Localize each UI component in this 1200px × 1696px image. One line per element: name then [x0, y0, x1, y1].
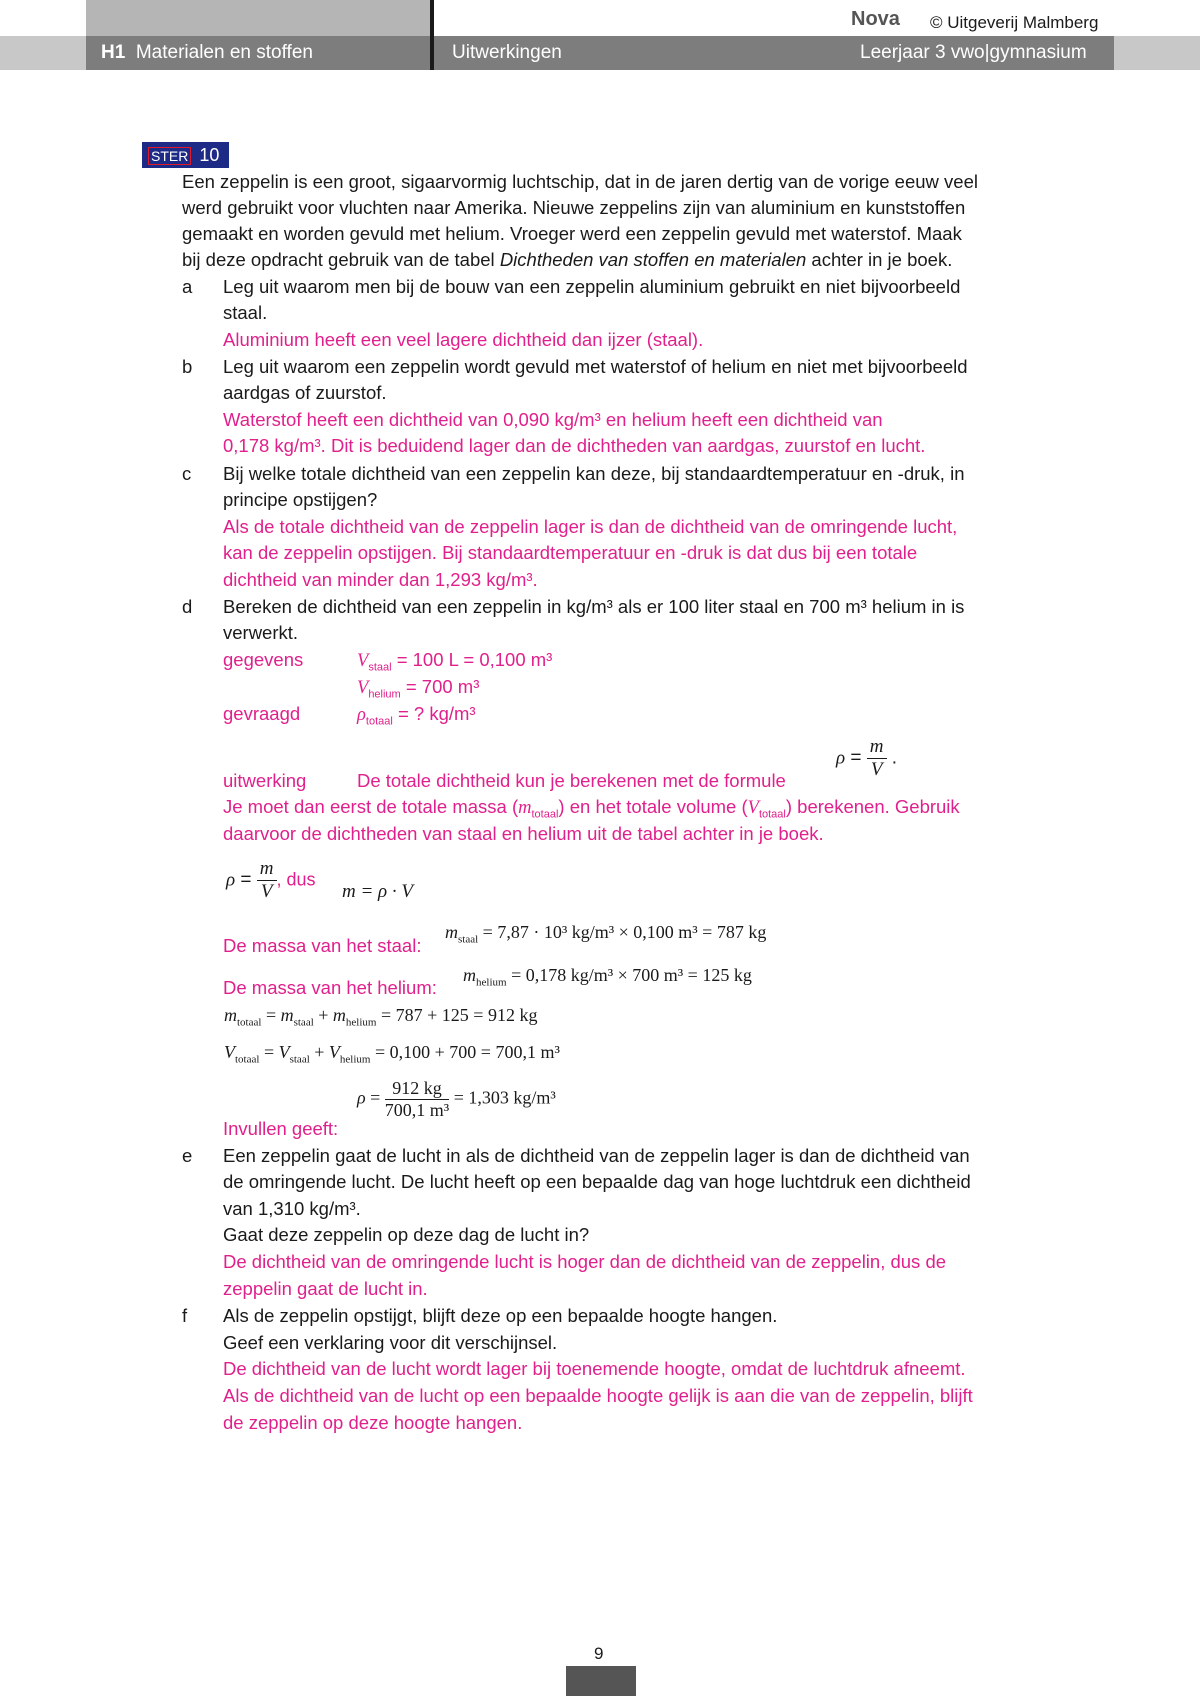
answer-b-line-1: Waterstof heeft een dichtheid van 0,090 kg/m³ en helium heeft een dichtheid van — [223, 409, 883, 430]
question-c-line-1: Bij welke totale dichtheid van een zeppelin kan deze, bij standaardtemperatuur en -druk, in — [223, 463, 965, 484]
invullen-label: Invullen geeft: — [223, 1118, 339, 1139]
question-f-line-1: Als de zeppelin opstijgt, blijft deze op een bepaalde hoogte hangen. — [223, 1305, 778, 1326]
question-e-line-2: de omringende lucht. De lucht heeft op een bepaalde dag van hoge luchtdruk een dichtheid — [223, 1171, 971, 1192]
v-helium-given: $V_{helium} = 700$ m³ — [357, 676, 480, 701]
intro-line-1: Een zeppelin is een groot, sigaarvormig luchtschip, dat in de jaren dertig van de vorige eeuw veel — [182, 171, 978, 192]
massa-staal-label: De massa van het staal: — [223, 935, 422, 956]
answer-a: Aluminium heeft een veel lagere dichtheid dan ijzer (staal). — [223, 329, 704, 350]
v-totaal-calc: $V_{totaal} = V_{staal} + V_{helium} = 0,100 + 700 = 700,1$ m³ — [224, 1042, 560, 1066]
question-b-line-1: Leg uit waarom een zeppelin wordt gevuld met waterstof of helium en niet met bijvoorbeeld — [223, 356, 968, 377]
instruction-line-1: Je moet dan eerst de totale massa $(m_{totaal})$ en het totale volume $(V_{totaal})$ berekenen. Gebruik — [223, 796, 960, 821]
publisher: © Uitgeverij Malmberg — [930, 13, 1099, 32]
answer-c-line-1: Als de totale dichtheid van de zeppelin lager is dan de dichtheid van de omringende lucht, — [223, 516, 958, 537]
brand-logo: Nova — [851, 8, 900, 30]
question-letter-b: b — [182, 356, 193, 377]
intro-line-3: gemaakt en worden gevuld met helium. Vroeger werd een zeppelin gevuld met waterstof. Maak — [182, 223, 962, 244]
question-a-line-1: Leg uit waarom men bij de bouw van een zeppelin aluminium gebruikt en niet bijvoorbeeld — [223, 276, 961, 297]
m-totaal-calc: $m_{totaal} = m_{staal} + m_{helium} = 787 + 125 = 912$ kg — [224, 1005, 538, 1029]
page-tab — [566, 1666, 636, 1696]
question-d-line-2: verwerkt. — [223, 622, 299, 643]
question-a-line-2: staal. — [223, 302, 268, 323]
intro-line-2: werd gebruikt voor vluchten naar Amerika. Nieuwe zeppelins zijn van aluminium en kunststoffen — [182, 197, 966, 218]
header-block — [86, 0, 431, 36]
question-letter-a: a — [182, 276, 193, 297]
answer-e-line-1: De dichtheid van de omringende lucht is hoger dan de dichtheid van de zeppelin, dus de — [223, 1251, 947, 1272]
instruction-line-2: daarvoor de dichtheden van staal en helium uit de tabel achter in je boek. — [223, 823, 824, 844]
answer-f-line-2: Als de dichtheid van de lucht op een bepaalde hoogte gelijk is aan die van de zeppelin, blijft — [223, 1385, 973, 1406]
answer-c-line-2: kan de zeppelin opstijgen. Bij standaardtemperatuur en -druk is dat dus bij een totale — [223, 542, 918, 563]
answer-f-line-3: de zeppelin op deze hoogte hangen. — [223, 1412, 523, 1433]
question-letter-e: e — [182, 1145, 193, 1166]
question-letter-f: f — [182, 1305, 188, 1326]
massa-staal-calc: $m_{staal} = 7,87 \cdot 10^3$ kg/m³ × 0,100 m³ = 787 kg — [445, 922, 767, 946]
question-e-line-3: van 1,310 kg/m³. — [223, 1198, 361, 1219]
exercise-number: 10 — [199, 145, 220, 165]
grade-label: Leerjaar 3 vwo|gymnasium — [860, 42, 1087, 63]
density-formula-2: ρ = $\frac{m}{V}$ , dus — [226, 858, 316, 902]
question-e-line-1: Een zeppelin gaat de lucht in als de dichtheid van de zeppelin lager is dan de dichtheid van — [223, 1145, 970, 1166]
question-e-line-4: Gaat deze zeppelin op deze dag de lucht in? — [223, 1224, 590, 1245]
intro-line-4: bij deze opdracht gebruik van de tabel Dichtheden van stoffen en materialen achter in je boek. — [182, 249, 953, 270]
v-staal-given: $V_{staal} = 100$ L = 0,100 m³ — [357, 649, 553, 674]
answer-c-line-3: dichtheid van minder dan 1,293 kg/m³. — [223, 569, 538, 590]
answer-b-line-2: 0,178 kg/m³. Dit is beduidend lager dan de dichtheden van aardgas, zuurstof en lucht. — [223, 435, 926, 456]
question-f-line-2: Geef een verklaring voor dit verschijnsel. — [223, 1332, 558, 1353]
gegevens-label: gegevens — [223, 649, 304, 670]
section-title: Uitwerkingen — [452, 42, 562, 63]
rho-totaal-asked: $\rho_{totaal}$ = ? kg/m³ — [357, 703, 476, 728]
question-c-line-2: principe opstijgen? — [223, 489, 378, 510]
mass-formula: m = ρ · V — [342, 881, 414, 902]
header-divider — [430, 0, 434, 70]
page-number: 9 — [594, 1644, 604, 1663]
density-formula: ρ = $\frac{m}{V}$ . — [836, 736, 898, 780]
rho-result-calc: ρ = $\frac{912 kg}{\text{700,1 m³}}$ = 1,303 kg/m³ — [357, 1078, 556, 1120]
question-d-line-1: Bereken de dichtheid van een zeppelin in kg/m³ als er 100 liter staal en 700 m³ helium in is — [223, 596, 965, 617]
answer-e-line-2: zeppelin gaat de lucht in. — [223, 1278, 428, 1299]
question-letter-d: d — [182, 596, 193, 617]
answer-f-line-1: De dichtheid van de lucht wordt lager bij toenemende hoogte, omdat de luchtdruk afneemt. — [223, 1358, 966, 1379]
massa-helium-calc: $m_{helium} = 0,178$ kg/m³ × 700 m³ = 125 kg — [463, 965, 752, 989]
exercise-badge — [142, 142, 229, 168]
question-b-line-2: aardgas of zuurstof. — [223, 382, 387, 403]
question-letter-c: c — [182, 463, 192, 484]
massa-helium-label: De massa van het helium: — [223, 977, 437, 998]
gevraagd-label: gevraagd — [223, 703, 301, 724]
chapter-heading: H1 Materialen en stoffen — [101, 42, 313, 63]
uitwerking-text: De totale dichtheid kun je berekenen met de formule — [357, 770, 786, 791]
uitwerking-label: uitwerking — [223, 770, 307, 791]
ster-label: STER — [148, 147, 191, 165]
